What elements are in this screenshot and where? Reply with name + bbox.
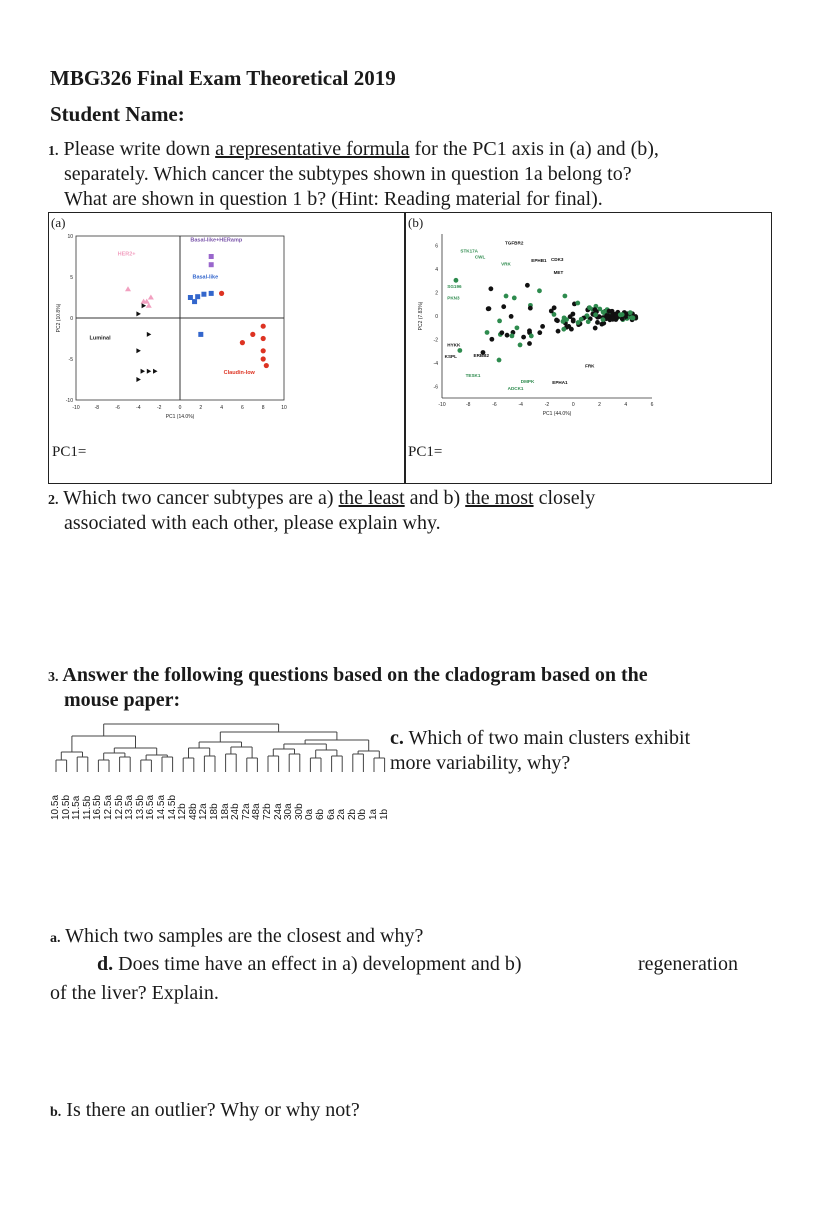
x-tick-label: -6 bbox=[492, 402, 497, 408]
cladogram-leaf-label: 13.5a bbox=[124, 794, 136, 820]
kinase-annotation: FRK bbox=[585, 363, 595, 369]
data-point bbox=[631, 316, 636, 321]
question-3 bbox=[48, 663, 648, 690]
cladogram-leaf-label: 18b bbox=[209, 803, 220, 820]
exam-title: MBG326 Final Exam Theoretical 2019 bbox=[50, 66, 396, 90]
data-point bbox=[485, 330, 490, 335]
data-point bbox=[501, 304, 506, 309]
kinase-annotation: DMPK bbox=[520, 378, 535, 384]
data-point bbox=[240, 340, 245, 345]
cladogram-leaf-label: 18a bbox=[219, 803, 231, 820]
cladogram-leaf-label: 14.5b bbox=[166, 794, 178, 820]
pca-plot-a bbox=[52, 228, 292, 428]
cladogram-leaf-label: 72b bbox=[262, 803, 273, 820]
data-point bbox=[593, 326, 598, 331]
cladogram-leaf-label: 16.5a bbox=[145, 794, 157, 820]
pc1-formula-a: PC1= bbox=[52, 444, 87, 460]
data-point bbox=[147, 369, 152, 374]
x-tick-label: 6 bbox=[650, 402, 654, 408]
group-annotation: Basal-like bbox=[192, 274, 219, 281]
cladogram-leaf-label: 6b bbox=[315, 808, 326, 820]
student-name-label: Student Name: bbox=[50, 102, 185, 126]
q2-mid: and b) bbox=[404, 487, 466, 509]
data-point bbox=[261, 336, 266, 341]
data-point bbox=[136, 348, 141, 353]
data-point bbox=[136, 377, 141, 382]
cladogram-leaf-label: 13.5b bbox=[134, 794, 146, 820]
kinase-annotation: CDK3 bbox=[550, 256, 564, 262]
q1-line1-pre: Please write down bbox=[63, 138, 216, 160]
y-tick-label: -5 bbox=[68, 357, 73, 363]
data-point bbox=[489, 337, 494, 342]
x-tick-label: 0 bbox=[178, 405, 182, 411]
data-point bbox=[587, 305, 592, 310]
question-d-text: Does time have an effect in a) development and b) bbox=[113, 953, 522, 975]
q3-line2: mouse paper: bbox=[64, 689, 181, 711]
question-2-number: 2. bbox=[48, 493, 59, 508]
data-point bbox=[505, 333, 510, 338]
cladogram-leaf-label: 12.5a bbox=[103, 794, 114, 820]
data-point bbox=[198, 332, 203, 337]
data-point bbox=[201, 292, 206, 297]
cladogram-leaf-label: 6a bbox=[325, 808, 337, 820]
data-point bbox=[528, 306, 533, 311]
q1-line1-post: for the PC1 axis in (a) and (b), bbox=[409, 138, 659, 160]
question-a-number: a. bbox=[50, 931, 61, 946]
cladogram-leaf-label: 12.5b bbox=[113, 794, 125, 820]
data-point bbox=[209, 262, 214, 267]
q2-least: the least bbox=[338, 487, 405, 509]
group-annotation: Claudin-low bbox=[223, 369, 255, 376]
kinase-annotation: STK17A bbox=[460, 248, 478, 254]
q2-line1-pre: Which two cancer subtypes are a) bbox=[63, 487, 339, 509]
q3-line1: Answer the following questions based on the cladogram based on the bbox=[62, 664, 648, 686]
y-tick-label: 10 bbox=[67, 234, 73, 240]
data-point bbox=[620, 312, 625, 317]
x-tick-label: 4 bbox=[220, 405, 223, 411]
question-1 bbox=[48, 137, 659, 164]
cladogram-leaf-label: 11.5b bbox=[81, 795, 93, 820]
question-1-number: 1. bbox=[48, 144, 59, 159]
q1-line3: What are shown in question 1 b? (Hint: Reading material for final). bbox=[64, 188, 603, 210]
group-annotation: HER2+ bbox=[117, 251, 136, 258]
q2-line1-post: closely bbox=[533, 487, 596, 509]
x-tick-label: 10 bbox=[281, 405, 287, 411]
data-point bbox=[552, 305, 557, 310]
q3c-line2: more variability, why? bbox=[390, 752, 571, 774]
y-tick-label: 4 bbox=[435, 267, 438, 274]
question-3-number: 3. bbox=[48, 670, 59, 685]
data-point bbox=[457, 348, 462, 353]
data-point bbox=[540, 324, 545, 329]
question-b-number: b. bbox=[50, 1105, 62, 1120]
data-point bbox=[527, 328, 532, 333]
kinase-annotation: EPHB1 bbox=[531, 258, 547, 264]
data-point bbox=[601, 317, 606, 322]
data-point bbox=[488, 286, 493, 291]
data-point bbox=[521, 335, 526, 340]
data-point bbox=[250, 332, 255, 337]
figure-divider bbox=[404, 212, 406, 484]
x-tick-label: 0 bbox=[571, 402, 575, 408]
q2-line2: associated with each other, please explain why. bbox=[64, 512, 441, 534]
q1-underlined-phrase: a representative formula bbox=[215, 138, 410, 160]
data-point bbox=[219, 291, 224, 296]
group-annotation: Luminal bbox=[89, 335, 111, 342]
data-point bbox=[147, 332, 152, 337]
question-a bbox=[50, 924, 423, 951]
data-point bbox=[510, 334, 515, 339]
question-3c bbox=[390, 726, 690, 751]
question-d-regeneration: regeneration bbox=[638, 953, 738, 975]
x-tick-label: 2 bbox=[598, 402, 601, 408]
y-tick-label: 0 bbox=[70, 316, 73, 322]
cladogram-leaf-label: 0b bbox=[357, 808, 369, 820]
x-tick-label: -2 bbox=[156, 405, 162, 411]
x-tick-label: 4 bbox=[624, 402, 628, 408]
y-tick-label: -2 bbox=[433, 337, 438, 344]
data-point bbox=[497, 319, 502, 324]
cladogram-leaf-label: 2b bbox=[346, 808, 358, 820]
data-point bbox=[209, 254, 214, 259]
x-tick-label: 6 bbox=[241, 405, 244, 411]
data-point bbox=[497, 358, 502, 363]
data-point bbox=[509, 314, 514, 319]
cladogram-leaf-label: 24b bbox=[230, 803, 242, 820]
cladogram-leaf-label: 10.5b bbox=[60, 794, 72, 820]
data-point bbox=[527, 341, 532, 346]
data-point bbox=[579, 317, 584, 322]
q3c-line1: Which of two main clusters exhibit bbox=[403, 727, 691, 749]
group-annotation: Basal-like+HERamp bbox=[190, 237, 243, 244]
pc1-formula-b: PC1= bbox=[408, 444, 443, 460]
data-point bbox=[556, 329, 561, 334]
cladogram-leaf-label: 0a bbox=[304, 808, 316, 820]
kinase-annotation: HYKK bbox=[447, 342, 461, 348]
data-point bbox=[261, 348, 266, 353]
cladogram-leaf-label: 1a bbox=[368, 808, 379, 820]
data-point bbox=[142, 303, 147, 308]
cladogram-leaf-label: 12b bbox=[177, 803, 189, 820]
cladogram-leaf-label: 16.5b bbox=[92, 794, 104, 820]
cladogram-leaf-label: 30b bbox=[293, 803, 305, 820]
question-a-text: Which two samples are the closest and why? bbox=[65, 925, 424, 947]
data-point bbox=[606, 313, 611, 318]
data-point bbox=[261, 324, 266, 329]
x-tick-label: -8 bbox=[94, 405, 100, 411]
data-point bbox=[628, 310, 633, 315]
data-point bbox=[141, 369, 146, 374]
x-tick-label: -6 bbox=[115, 405, 120, 411]
data-point bbox=[555, 318, 560, 323]
kinase-annotation: VRK bbox=[501, 261, 511, 267]
cladogram-leaf-label: 24a bbox=[272, 803, 284, 820]
cladogram-leaf-label: 1b bbox=[378, 808, 390, 820]
data-point bbox=[209, 291, 214, 296]
question-d-label: d. bbox=[97, 953, 114, 975]
kinase-annotation: TGFBR2 bbox=[505, 240, 524, 246]
data-point bbox=[264, 363, 269, 368]
y-axis-label: PC2 (7.83%) bbox=[418, 301, 424, 331]
data-point bbox=[192, 299, 197, 304]
question-b-text: Is there an outlier? Why or why not? bbox=[66, 1099, 360, 1121]
data-point bbox=[136, 311, 141, 316]
kinase-annotation: KSPL bbox=[444, 354, 457, 360]
data-point bbox=[607, 309, 612, 314]
data-point bbox=[148, 295, 154, 300]
question-2 bbox=[48, 486, 595, 513]
y-tick-label: -10 bbox=[65, 398, 73, 404]
x-axis-label: PC1 (14.0%) bbox=[165, 414, 195, 420]
cladogram-leaf-label: 30a bbox=[283, 803, 295, 820]
kinase-annotation: MET bbox=[553, 269, 564, 275]
data-point bbox=[518, 343, 523, 348]
cladogram-leaf-label: 14.5a bbox=[156, 794, 167, 820]
cladogram-leaf-label: 10.5a bbox=[50, 794, 61, 820]
q1-line2: separately. Which cancer the subtypes shown in question 1a belong to? bbox=[64, 163, 632, 185]
kinase-annotation: EPHA1 bbox=[552, 379, 568, 385]
cladogram bbox=[50, 722, 395, 774]
question-b bbox=[50, 1098, 360, 1125]
y-axis-label: PC2 (10.8%) bbox=[56, 303, 62, 333]
data-point bbox=[529, 334, 534, 339]
y-tick-label: 5 bbox=[70, 275, 73, 281]
kinase-annotation: CWL bbox=[474, 254, 486, 260]
data-point bbox=[512, 296, 517, 301]
data-point bbox=[575, 301, 580, 306]
cladogram-leaf-label: 48b bbox=[187, 803, 199, 820]
y-tick-label: -6 bbox=[433, 384, 438, 391]
x-tick-label: 2 bbox=[199, 405, 203, 411]
data-point bbox=[525, 283, 530, 288]
data-point bbox=[153, 369, 158, 374]
cladogram-leaf-label: 2a bbox=[336, 808, 348, 820]
y-tick-label: 6 bbox=[435, 243, 438, 250]
data-point bbox=[610, 317, 615, 322]
data-point bbox=[515, 325, 520, 330]
x-tick-label: -4 bbox=[518, 402, 523, 408]
data-point bbox=[561, 327, 566, 332]
q2-most: the most bbox=[465, 487, 534, 509]
data-point bbox=[593, 312, 598, 317]
data-point bbox=[599, 322, 604, 327]
panel-b-label: (b) bbox=[408, 215, 424, 230]
cladogram-leaf-label: 12a bbox=[198, 803, 210, 820]
x-axis-label: PC1 (44.0%) bbox=[542, 411, 572, 417]
data-point bbox=[499, 330, 504, 335]
kinase-annotation: PKN3 bbox=[447, 295, 460, 301]
data-point bbox=[454, 278, 459, 283]
data-point bbox=[504, 294, 509, 299]
y-tick-label: 0 bbox=[435, 314, 438, 320]
data-point bbox=[561, 319, 566, 324]
data-point bbox=[595, 320, 600, 325]
data-point bbox=[562, 294, 567, 299]
x-tick-label: -8 bbox=[466, 402, 471, 408]
data-point bbox=[571, 317, 576, 322]
data-point bbox=[125, 286, 131, 291]
data-point bbox=[537, 288, 542, 293]
question-d bbox=[97, 952, 521, 977]
data-point bbox=[569, 327, 574, 332]
cladogram-leaf-label: 11.5a bbox=[71, 795, 83, 820]
data-point bbox=[195, 294, 200, 299]
data-point bbox=[537, 330, 542, 335]
x-tick-label: -10 bbox=[72, 405, 80, 411]
x-tick-label: 8 bbox=[261, 405, 265, 411]
cladogram-leaf-label: 48a bbox=[251, 803, 263, 820]
y-tick-label: -4 bbox=[433, 360, 438, 367]
y-tick-label: 2 bbox=[435, 290, 438, 297]
data-point bbox=[261, 356, 266, 361]
kinase-annotation: SG196 bbox=[447, 283, 462, 289]
x-tick-label: -4 bbox=[136, 405, 141, 411]
pca-plot-b bbox=[412, 228, 662, 428]
q3c-label: c. bbox=[390, 727, 404, 749]
kinase-annotation: ERBB2 bbox=[473, 353, 490, 358]
x-tick-label: -10 bbox=[438, 402, 446, 408]
data-point bbox=[487, 306, 492, 311]
cladogram-leaf-label: 72a bbox=[240, 803, 252, 820]
data-point bbox=[586, 319, 591, 324]
x-tick-label: -2 bbox=[544, 402, 550, 408]
kinase-annotation: TESK1 bbox=[465, 372, 481, 378]
question-d-line2: of the liver? Explain. bbox=[50, 982, 219, 1004]
panel-a-label: (a) bbox=[51, 215, 66, 230]
data-point bbox=[592, 307, 597, 312]
kinase-annotation: ADCK1 bbox=[507, 385, 524, 391]
